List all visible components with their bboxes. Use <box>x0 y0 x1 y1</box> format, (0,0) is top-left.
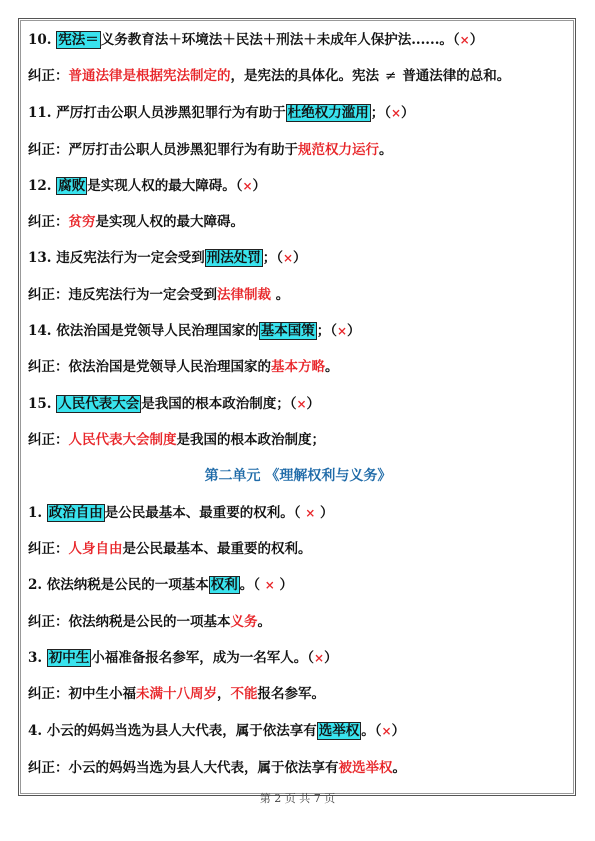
not-equal-sign: ≠ <box>385 68 397 84</box>
wrong-mark: × <box>390 106 402 120</box>
wrong-mark: × <box>314 651 325 665</box>
highlighted-term: 刑法处罚 <box>206 250 261 266</box>
correction-line: 纠正：人身自由是公民最基本、最重要的权利。 <box>28 541 312 557</box>
question-item: 11. 严厉打击公职人员涉黑犯罪行为有助于 杜绝权力滥用 ；（×） <box>28 105 415 121</box>
highlighted-term: 人民代表大会 <box>58 396 140 412</box>
question-item: 13. 违反宪法行为一定会受到 刑法处罚 ；（×） <box>28 250 307 266</box>
correction-line: 纠正：普通法律是根据宪法制定的，是宪法的具体化。宪法 ≠ 普通法律的总和。 <box>28 68 511 84</box>
correction-red-text: 基本方略 <box>271 359 325 375</box>
correction-line: 纠正：违反宪法行为一定会受到法律制裁 。 <box>28 287 290 303</box>
highlighted-term: 基本国策 <box>260 323 315 339</box>
question-item: 1. 政治自由 是公民最基本、最重要的权利。（ × ） <box>28 505 334 521</box>
wrong-mark: × <box>305 506 316 520</box>
question-item: 2. 依法纳税是公民的一项基本 权利 。（ × ） <box>28 577 294 593</box>
question-item: 14. 依法治国是党领导人民治理国家的 基本国策 ；（×） <box>28 323 361 339</box>
correction-red-text: 人民代表大会制度 <box>68 432 177 448</box>
correction-line: 纠正：小云的妈妈当选为县人大代表，属于依法享有被选举权。 <box>28 760 406 776</box>
correction-red-text: 被选举权 <box>338 760 393 776</box>
highlighted-term: 权利 <box>210 577 238 593</box>
correction-line: 纠正：初中生小福未满十八周岁，不能报名参军。 <box>28 686 325 702</box>
question-item: 4. 小云的妈妈当选为县人大代表，属于依法享有 选举权 。（×） <box>28 723 406 739</box>
wrong-mark: × <box>282 251 294 265</box>
wrong-mark: × <box>264 578 275 592</box>
wrong-mark: × <box>336 324 348 338</box>
wrong-mark: × <box>296 397 307 411</box>
highlighted-term: 选举权 <box>318 723 360 739</box>
highlighted-term: 杜绝权力滥用 <box>287 105 369 121</box>
correction-red-text: 规范权力运行 <box>298 142 379 158</box>
correction-red-text: 贫穷 <box>68 214 96 230</box>
correction-red-text: 不能 <box>230 686 258 702</box>
wrong-mark: × <box>381 724 392 738</box>
correction-line: 纠正：依法治国是党领导人民治理国家的基本方略。 <box>28 359 339 375</box>
section-title: 第二单元 《理解权利与义务》 <box>204 468 392 484</box>
question-item: 15. 人民代表大会 是我国的根本政治制度；（×） <box>28 396 321 412</box>
wrong-mark: × <box>242 179 253 193</box>
correction-line: 纠正：贫穷是实现人权的最大障碍。 <box>28 214 244 230</box>
question-item: 12. 腐败 是实现人权的最大障碍。（×） <box>28 178 267 194</box>
question-item: 10. 宪法＝ 义务教育法＋环境法＋民法＋刑法＋未成年人保护法......。（×） <box>28 32 484 48</box>
correction-line: 纠正：依法纳税是公民的一项基本义务。 <box>28 614 271 630</box>
page-footer: 第 2 页 共 7 页 <box>259 792 336 805</box>
correction-red-text: 法律制裁 <box>217 287 271 303</box>
correction-line: 纠正：人民代表大会制度是我国的根本政治制度； <box>28 432 325 448</box>
highlighted-term: 政治自由 <box>48 505 103 521</box>
highlighted-term: 初中生 <box>48 650 90 666</box>
wrong-mark: × <box>459 33 470 47</box>
correction-line: 纠正：严厉打击公职人员涉黑犯罪行为有助于规范权力运行。 <box>28 142 393 158</box>
correction-red-text: 未满十八周岁 <box>136 686 217 702</box>
question-item: 3. 初中生 小福准备报名参军，成为一名军人。（×） <box>28 650 338 666</box>
highlighted-term: 宪法＝ <box>58 32 99 48</box>
correction-red-text: 人身自由 <box>68 541 123 557</box>
highlighted-term: 腐败 <box>58 178 86 194</box>
correction-red-text: 义务 <box>230 614 258 630</box>
correction-red-text: 普通法律是根据宪法制定的 <box>68 68 231 84</box>
